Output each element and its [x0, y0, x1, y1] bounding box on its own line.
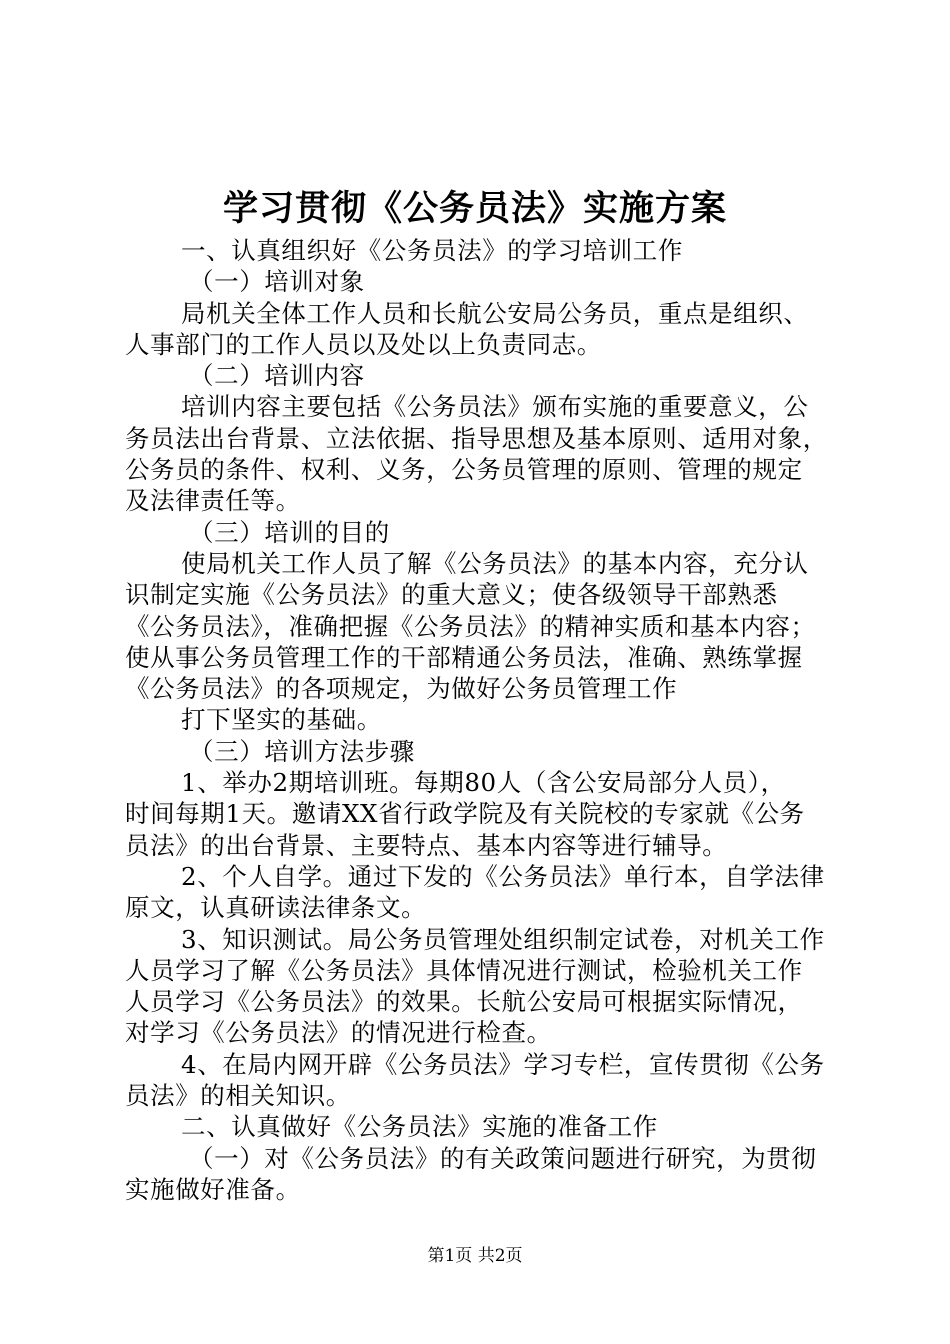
body-line: 员法》的出台背景、主要特点、基本内容等进行辅导。 [125, 830, 728, 860]
body-line: 人员学习了解《公务员法》具体情况进行测试，检验机关工作 [125, 955, 803, 985]
body-line: 使局机关工作人员了解《公务员法》的基本内容，充分认 [181, 548, 809, 578]
body-line: 4、在局内网开辟《公务员法》学习专栏，宣传贯彻《公务 [181, 1049, 825, 1079]
body-line: 1、举办2期培训班。每期80人（含公安局部分人员）， [181, 768, 786, 798]
section-heading-1: 一、认真组织好《公务员法》的学习培训工作 [181, 236, 683, 265]
body-line: 识制定实施《公务员法》的重大意义；使各级领导干部熟悉 [125, 580, 778, 610]
body-line: 《公务员法》，准确把握《公务员法》的精神实质和基本内容； [125, 611, 816, 641]
body-line: 员法》的相关知识。 [125, 1081, 351, 1111]
body-line: 公务员的条件、权利、义务，公务员管理的原则、管理的规定 [125, 455, 803, 485]
body-line: 及法律责任等。 [125, 486, 301, 516]
body-line: 打下坚实的基础。 [181, 705, 382, 735]
body-line: 2、个人自学。通过下发的《公务员法》单行本，自学法律 [181, 861, 825, 891]
body-line: 时间每期1天。邀请XX省行政学院及有关院校的专家就《公务 [125, 799, 805, 829]
body-line: 实施做好准备。 [125, 1174, 301, 1204]
body-line: 务员法出台背景、立法依据、指导思想及基本原则、适用对象， [125, 423, 828, 453]
subsection-heading: （三）培训的目的 [189, 517, 390, 547]
subsection-heading: （一）对《公务员法》的有关政策问题进行研究，为贯彻 [189, 1143, 817, 1173]
body-line: 《公务员法》的各项规定，为做好公务员管理工作 [125, 674, 678, 704]
section-heading-2: 二、认真做好《公务员法》实施的准备工作 [181, 1112, 658, 1142]
subsection-heading: （三）培训方法步骤 [189, 736, 415, 766]
body-line: 人事部门的工作人员以及处以上负责同志。 [125, 329, 602, 359]
body-line: 使从事公务员管理工作的干部精通公务员法，准确、熟练掌握 [125, 642, 803, 672]
body-line: 对学习《公务员法》的情况进行检查。 [125, 1018, 552, 1048]
body-line: 原文，认真研读法律条文。 [125, 893, 427, 923]
body-line: 3、知识测试。局公务员管理处组织制定试卷，对机关工作 [181, 924, 825, 954]
body-line: 培训内容主要包括《公务员法》颁布实施的重要意义，公 [181, 392, 809, 422]
body-line: 局机关全体工作人员和长航公安局公务员，重点是组织、 [181, 298, 809, 328]
page-indicator: 第1页 共2页 [427, 1246, 523, 1266]
document-title: 学习贯彻《公务员法》实施方案 [222, 188, 727, 229]
subsection-heading: （一）培训对象 [189, 267, 365, 297]
document-body [125, 235, 840, 1205]
body-line: 人员学习《公务员法》的效果。长航公安局可根据实际情况， [125, 987, 803, 1017]
subsection-heading: （二）培训内容 [189, 361, 365, 391]
